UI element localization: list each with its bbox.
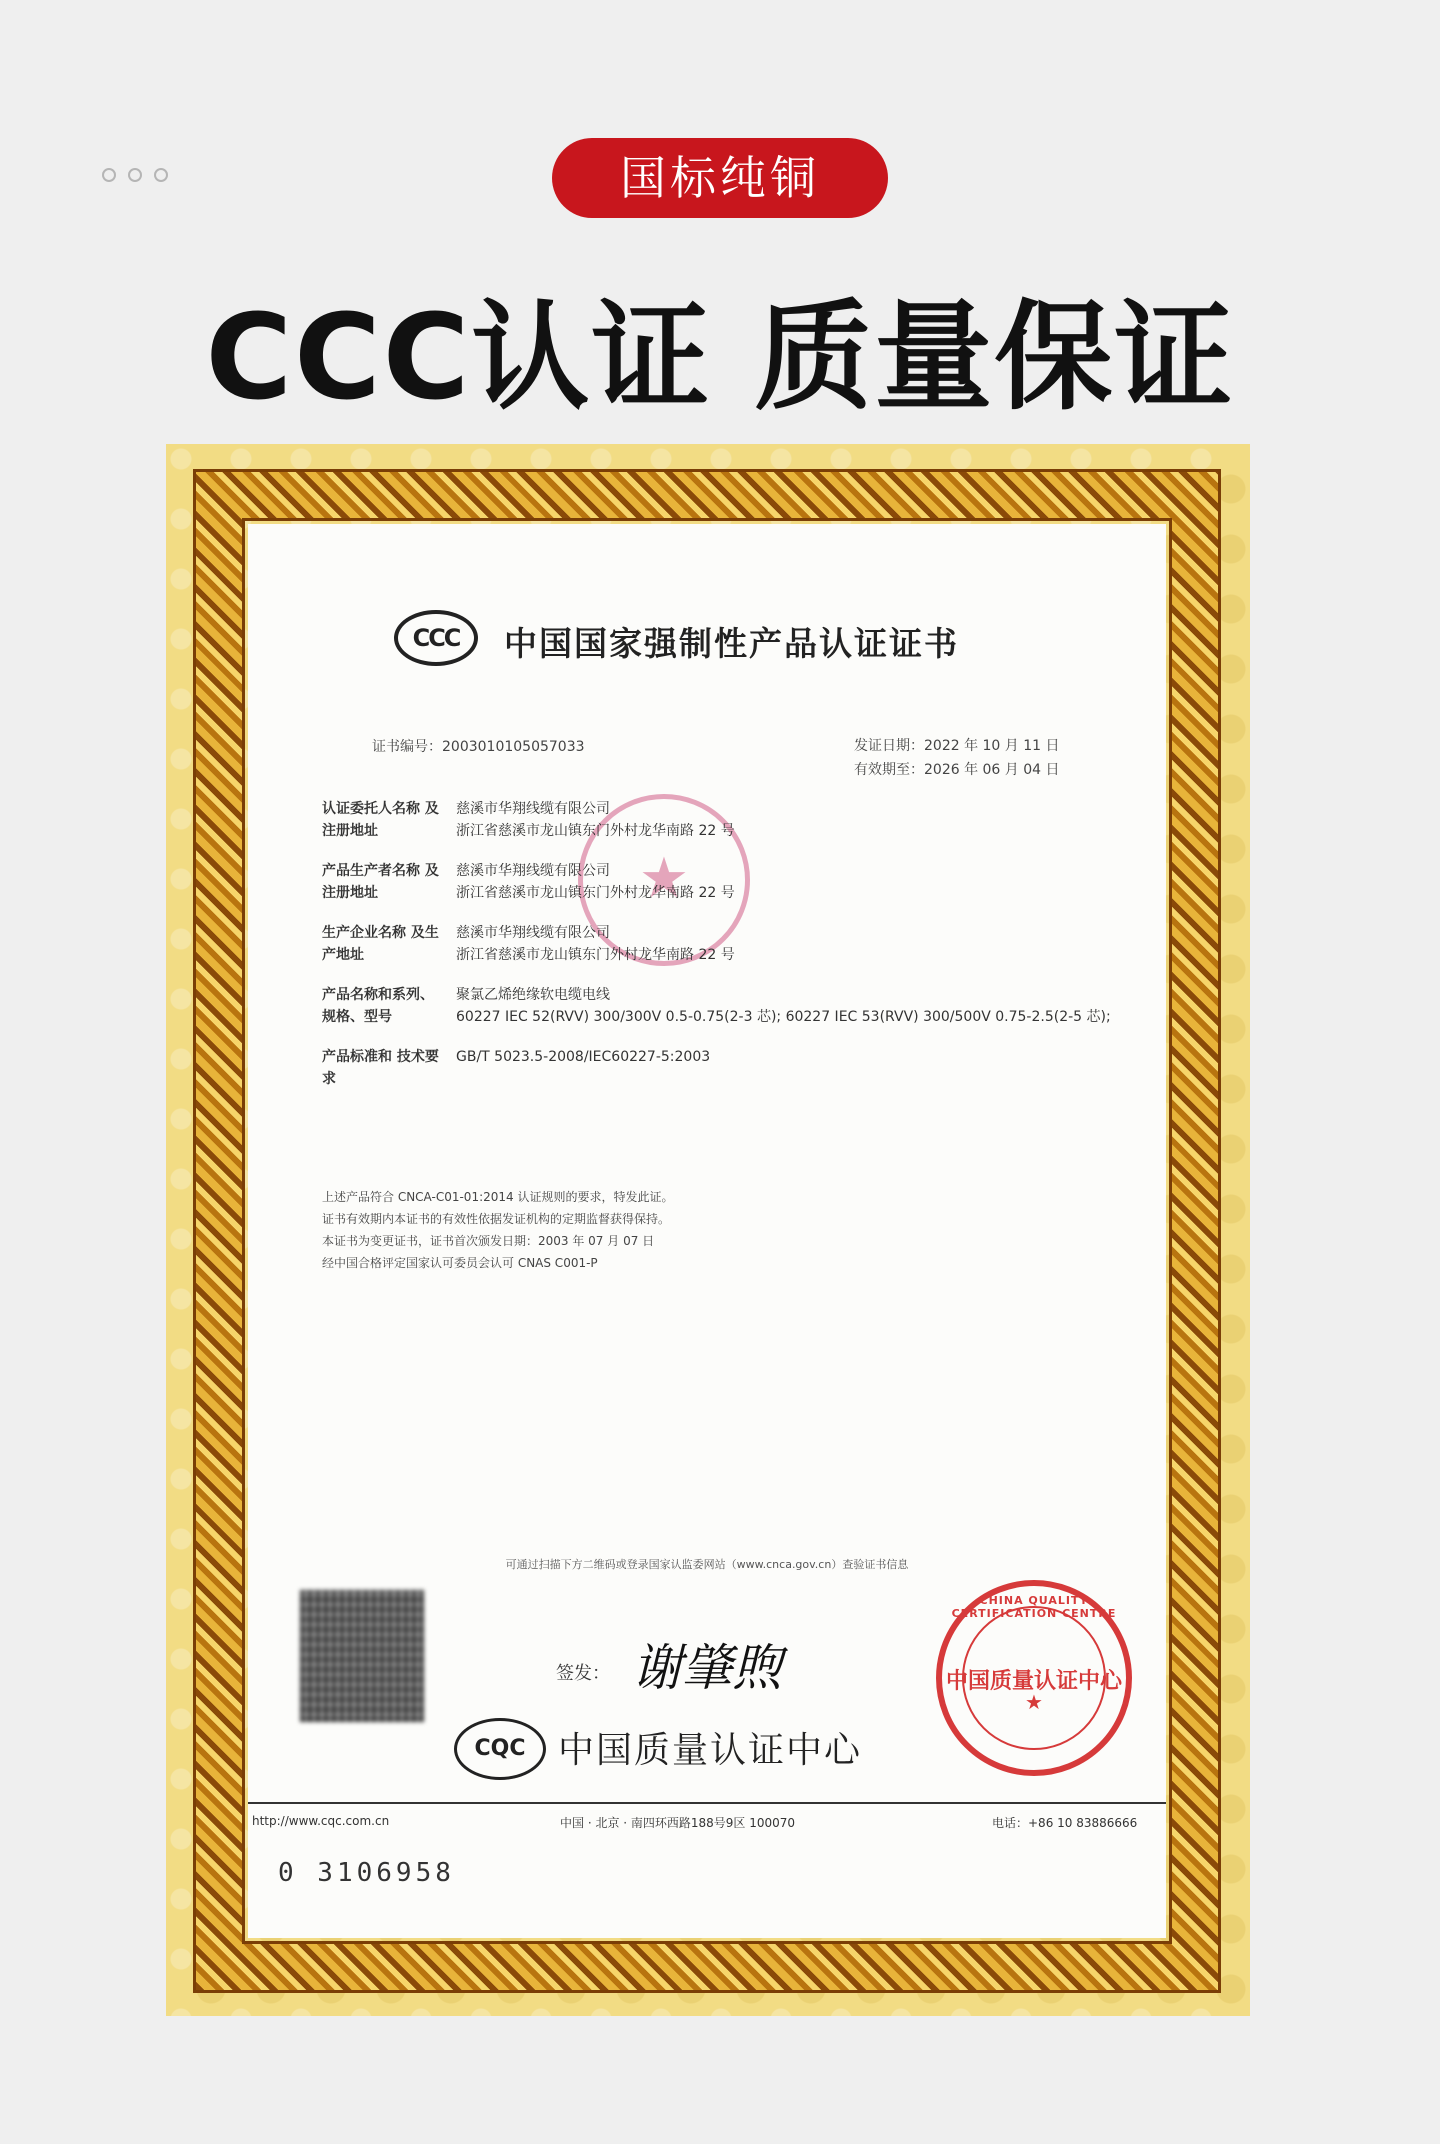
certificate-paper bbox=[248, 524, 1166, 1938]
footer-address: 中国 · 北京 · 南四环西路188号9区 100070 bbox=[560, 1816, 796, 1830]
field-row bbox=[322, 922, 1142, 966]
field-key: 产品生产者名称 及注册地址 bbox=[322, 863, 439, 901]
dot-1[interactable] bbox=[102, 168, 116, 182]
issue-date-label: 发证日期： bbox=[854, 738, 924, 754]
signature: 谢肇煦 bbox=[632, 1639, 782, 1697]
note-line: 本证书为变更证书，证书首次颁发日期：2003 年 07 月 07 日 bbox=[322, 1234, 655, 1248]
signature-label: 签发： bbox=[556, 1663, 610, 1684]
cert-number bbox=[372, 736, 585, 756]
valid-until-value: 2026 年 06 月 04 日 bbox=[924, 762, 1060, 778]
field-key: 生产企业名称 及生产地址 bbox=[322, 925, 439, 963]
dot-3[interactable] bbox=[154, 168, 168, 182]
serial-number: 0 3106958 bbox=[278, 1858, 455, 1888]
seal-star-icon: ★ bbox=[1025, 1690, 1043, 1714]
note-line: 经中国合格评定国家认可委员会认可 CNAS C001-P bbox=[322, 1256, 598, 1270]
ccc-logo-icon: CCC bbox=[394, 610, 478, 666]
field-row bbox=[322, 984, 1142, 1028]
field-value-line: 60227 IEC 52(RVV) 300/300V 0.5-0.75(2-3 芯); 60227 IEC 53(RVV) 300/500V 0.75-2.5(2-5 芯); bbox=[456, 1009, 1111, 1025]
field-value-line: 慈溪市华翔线缆有限公司 bbox=[456, 863, 610, 879]
field-value-line: 慈溪市华翔线缆有限公司 bbox=[456, 925, 610, 941]
official-seal bbox=[936, 1580, 1132, 1776]
certificate-notes bbox=[322, 1186, 673, 1274]
certificate-fields bbox=[322, 798, 1142, 1086]
cqc-logo-icon: CQC bbox=[454, 1718, 546, 1780]
field-row bbox=[322, 798, 1142, 842]
certificate-title: 中国国家强制性产品认证证书 bbox=[504, 624, 959, 663]
footer-url: http://www.cqc.com.cn bbox=[252, 1814, 390, 1828]
verify-instructions: 可通过扫描下方二维码或登录国家认监委网站（www.cnca.gov.cn）查验证书信息 bbox=[505, 1558, 909, 1571]
note-line: 上述产品符合 CNCA-C01-01:2014 认证规则的要求，特发此证。 bbox=[322, 1190, 674, 1204]
field-key: 产品标准和 技术要求 bbox=[322, 1049, 439, 1087]
note-line: 证书有效期内本证书的有效性依据发证机构的定期监督获得保持。 bbox=[322, 1212, 671, 1226]
valid-until-label: 有效期至： bbox=[854, 762, 924, 778]
field-key: 认证委托人名称 及注册地址 bbox=[322, 801, 439, 839]
field-value-line: 浙江省慈溪市龙山镇东门外村龙华南路 22 号 bbox=[456, 947, 735, 963]
stamp-star-icon: ★ bbox=[638, 846, 690, 911]
field-value-line: GB/T 5023.5-2008/IEC60227-5:2003 bbox=[456, 1049, 711, 1065]
seal-english-text: CHINA QUALITY CERTIFICATION CENTRE bbox=[951, 1594, 1117, 1620]
seal-chinese-text: 中国质量认证中心 bbox=[945, 1669, 1122, 1694]
footer-divider bbox=[248, 1802, 1166, 1804]
cert-dates bbox=[854, 734, 1060, 782]
field-value-line: 浙江省慈溪市龙山镇东门外村龙华南路 22 号 bbox=[456, 885, 735, 901]
issue-date-value: 2022 年 10 月 11 日 bbox=[924, 738, 1060, 754]
field-key: 产品名称和系列、 规格、型号 bbox=[322, 987, 434, 1025]
badge-pill: 国标纯铜 bbox=[552, 138, 888, 218]
field-row bbox=[322, 1046, 1142, 1087]
page-headline: CCC认证 质量保证 bbox=[205, 288, 1235, 426]
field-value-line: 慈溪市华翔线缆有限公司 bbox=[456, 801, 610, 817]
carousel-dots bbox=[102, 168, 168, 182]
qr-code-icon bbox=[300, 1590, 424, 1722]
field-row bbox=[322, 860, 1142, 904]
field-value-line: 浙江省慈溪市龙山镇东门外村龙华南路 22 号 bbox=[456, 823, 735, 839]
cert-number-label: 证书编号： bbox=[372, 739, 442, 755]
cert-number-value: 2003010105057033 bbox=[442, 739, 585, 755]
footer-phone: 电话：+86 10 83886666 bbox=[992, 1816, 1138, 1830]
issuer-name: 中国质量认证中心 bbox=[558, 1730, 863, 1771]
dot-2[interactable] bbox=[128, 168, 142, 182]
field-value-line: 聚氯乙烯绝缘软电缆电线 bbox=[456, 987, 610, 1003]
